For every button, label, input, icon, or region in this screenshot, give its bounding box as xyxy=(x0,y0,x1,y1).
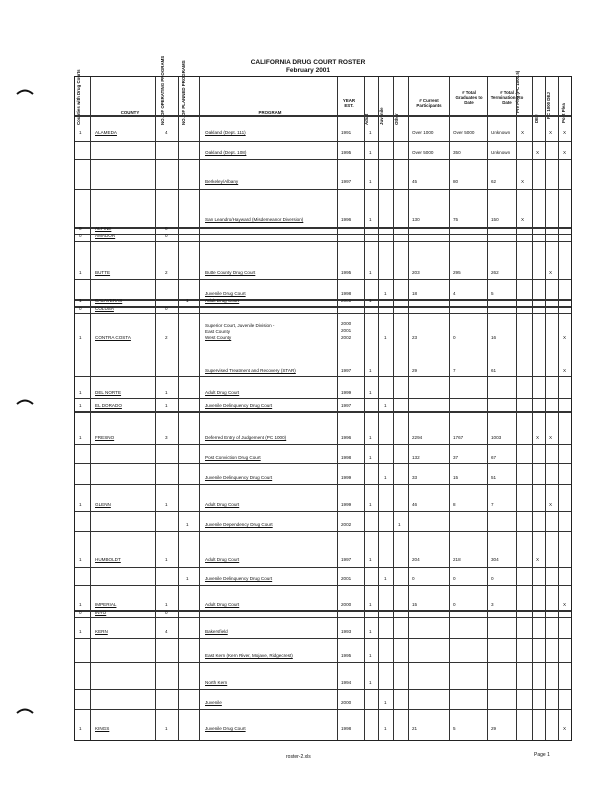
row-graduates: Over 5000 xyxy=(453,130,475,135)
row-county: HUMBOLDT xyxy=(95,557,121,562)
header-pc1000: PC 1000 DEJ xyxy=(546,92,551,119)
column-divider xyxy=(364,77,365,740)
row-operating: 0 xyxy=(165,306,168,311)
row-adult: 1 xyxy=(369,653,372,658)
row-terminations: 304 xyxy=(491,557,499,562)
row-adult: 1 xyxy=(369,179,372,184)
row-year: 2002 xyxy=(341,335,352,340)
row-program: Juvenile Delinquency Drug Court xyxy=(205,576,273,581)
row-graduates: 5 xyxy=(453,726,456,731)
header-county: COUNTY xyxy=(120,110,140,115)
row-divider xyxy=(75,484,571,485)
row-operating: 1 xyxy=(165,502,168,507)
row-flag: 0 xyxy=(79,233,82,238)
column-divider xyxy=(393,77,394,740)
row-adult: 1 xyxy=(369,629,372,634)
row-flag: 1 xyxy=(79,390,82,395)
column-divider xyxy=(558,77,559,740)
row-flag: 1 xyxy=(79,602,82,607)
row-current: 203 xyxy=(412,270,420,275)
row-county: INYO xyxy=(95,610,107,615)
row-adult: 1 xyxy=(369,130,372,135)
header-current: # Current Participants xyxy=(416,98,442,108)
header-dej: DEJ xyxy=(534,114,539,123)
row-pc1000: X xyxy=(549,502,553,507)
row-divider xyxy=(75,306,571,308)
row-divider xyxy=(75,689,571,690)
header-counties-with: Counties with Drug Courts xyxy=(76,69,81,125)
row-divider xyxy=(75,227,571,229)
row-terminations: 29 xyxy=(491,726,497,731)
row-flag: 0 xyxy=(79,226,82,231)
row-divider xyxy=(75,585,571,586)
row-year: 1994 xyxy=(341,680,352,685)
row-year: 1991 xyxy=(341,130,352,135)
row-year: 1997 xyxy=(341,557,352,562)
row-year: 1996 xyxy=(341,435,352,440)
row-county: EL DORADO xyxy=(95,403,122,408)
row-terminations: 61 xyxy=(491,368,497,373)
header-other: Other xyxy=(394,113,399,125)
row-year: 1998 xyxy=(341,455,352,460)
row-terminations: 62 xyxy=(491,179,497,184)
row-year: 1999 xyxy=(341,502,352,507)
row-adult: 1 xyxy=(369,298,372,303)
row-terminations: 51 xyxy=(491,475,497,480)
row-county: FRESNO xyxy=(95,435,115,440)
row-flag: 1 xyxy=(79,726,82,731)
row-adult: 1 xyxy=(369,557,372,562)
row-terminations: 67 xyxy=(491,455,497,460)
row-divider xyxy=(75,141,571,142)
row-program: Adult Drug Court xyxy=(205,557,240,562)
column-divider xyxy=(532,77,533,740)
row-program: Oakland (Dept. 108) xyxy=(205,150,247,155)
row-graduates: 4 xyxy=(453,291,456,296)
row-current: 130 xyxy=(412,217,420,222)
footer-filename: roster-2.xls xyxy=(286,754,311,760)
row-adult: 1 xyxy=(369,455,372,460)
row-current: 21 xyxy=(412,726,418,731)
row-operating: 0 xyxy=(165,233,168,238)
row-divider xyxy=(75,463,571,464)
row-juvenile: 1 xyxy=(384,403,387,408)
row-divider xyxy=(75,617,571,618)
hole-punch-mark xyxy=(16,88,34,95)
row-divider xyxy=(75,376,571,377)
header-terminations: # Total Terminations to Date xyxy=(490,90,524,105)
row-program: Adult Drug Court xyxy=(205,390,240,395)
column-divider xyxy=(199,77,200,740)
row-flag: 1 xyxy=(79,298,82,303)
column-divider xyxy=(408,77,409,740)
row-current: 2294 xyxy=(412,435,423,440)
row-planned: 1 xyxy=(186,298,189,303)
row-program: West County xyxy=(205,335,232,340)
row-terminations: 0 xyxy=(491,576,494,581)
row-current: 29 xyxy=(412,368,418,373)
row-year: 2001 xyxy=(341,576,352,581)
row-graduates: 1767 xyxy=(453,435,464,440)
row-terminations: 7 xyxy=(491,502,494,507)
row-post-plea: X xyxy=(563,602,567,607)
row-current: 33 xyxy=(412,475,418,480)
row-juvenile: 1 xyxy=(384,700,387,705)
row-post-plea: X xyxy=(563,130,567,135)
row-year: 1996 xyxy=(341,217,352,222)
row-operating: 1 xyxy=(165,557,168,562)
row-flag: 1 xyxy=(79,435,82,440)
row-adult: 1 xyxy=(369,270,372,275)
column-divider xyxy=(337,77,338,740)
row-county: IMPERIAL xyxy=(95,602,117,607)
row-program: Deferred Entry of Judgement (PC 1000) xyxy=(205,435,287,440)
row-flag: 1 xyxy=(79,557,82,562)
header-program: PROGRAM xyxy=(258,110,282,115)
row-program: Juvenile xyxy=(205,700,222,705)
row-divider xyxy=(75,531,571,532)
row-county: CONTRA COSTA xyxy=(95,335,131,340)
row-juvenile: 1 xyxy=(384,726,387,731)
row-divider xyxy=(75,299,571,301)
row-operating: 1 xyxy=(165,390,168,395)
row-adult: 1 xyxy=(369,602,372,607)
row-divider xyxy=(75,159,571,160)
row-post-plea: X xyxy=(563,150,567,155)
row-divider xyxy=(75,234,571,235)
row-county: DEL NORTE xyxy=(95,390,122,395)
row-program: Juvenile Delinquency Drug Court xyxy=(205,475,273,480)
row-graduates: 80 xyxy=(453,179,459,184)
column-divider xyxy=(516,77,517,740)
header-adult: Adult xyxy=(364,113,369,125)
row-current: 15 xyxy=(412,602,418,607)
header-pre-plea: Pre Plea (PC 1000.5) xyxy=(515,70,520,113)
row-graduates: 37 xyxy=(453,455,459,460)
row-dej: X xyxy=(536,150,540,155)
row-year-extra: 2001 xyxy=(341,328,352,333)
row-juvenile: 1 xyxy=(384,335,387,340)
row-graduates: 7 xyxy=(453,368,456,373)
row-year: 2002 xyxy=(341,522,352,527)
row-terminations: Unknown xyxy=(491,130,511,135)
row-divider xyxy=(75,444,571,445)
row-divider xyxy=(75,610,571,612)
row-current: 45 xyxy=(412,179,418,184)
row-other: 1 xyxy=(398,522,401,527)
row-county: KINGS xyxy=(95,726,110,731)
row-graduates: 8 xyxy=(453,502,456,507)
row-program: Post Conviction Drug Court xyxy=(205,455,261,460)
row-year: 1999 xyxy=(341,390,352,395)
row-post-plea: X xyxy=(563,726,567,731)
row-current: 46 xyxy=(412,502,418,507)
row-terminations: 5 xyxy=(491,291,494,296)
column-divider xyxy=(378,77,379,740)
row-program: Adult Drug Court xyxy=(205,298,240,303)
row-pre-plea: X xyxy=(521,179,525,184)
row-year: 2001 xyxy=(341,298,352,303)
row-graduates: 15 xyxy=(453,475,459,480)
row-operating: 0 xyxy=(165,226,168,231)
row-terminations: 1003 xyxy=(491,435,502,440)
row-adult: 1 xyxy=(369,368,372,373)
row-county: KERN xyxy=(95,629,108,634)
row-flag: 1 xyxy=(79,629,82,634)
row-county: COLUSA xyxy=(95,306,114,311)
row-divider xyxy=(75,411,571,413)
row-county: GLENN xyxy=(95,502,111,507)
row-divider xyxy=(75,638,571,639)
column-divider xyxy=(545,77,546,740)
row-adult: 1 xyxy=(369,680,372,685)
row-juvenile: 1 xyxy=(384,475,387,480)
row-program: Juvenile Dependency Drug Court xyxy=(205,522,273,527)
row-graduates: 295 xyxy=(453,270,461,275)
row-county: CALAVERAS xyxy=(95,298,123,303)
row-current: Over 1000 xyxy=(412,130,434,135)
row-year: 1995 xyxy=(341,150,352,155)
column-divider xyxy=(178,77,179,740)
column-divider xyxy=(90,77,91,740)
row-flag: 1 xyxy=(79,270,82,275)
row-operating: 2 xyxy=(165,335,168,340)
row-current: Over 5000 xyxy=(412,150,434,155)
row-terminations: 150 xyxy=(491,217,499,222)
header-divider xyxy=(75,115,571,117)
row-operating: 3 xyxy=(165,435,168,440)
row-operating: 4 xyxy=(165,130,168,135)
row-county: BUTTE xyxy=(95,270,111,275)
row-year: 1995 xyxy=(341,653,352,658)
row-flag: 1 xyxy=(79,403,82,408)
row-adult: 1 xyxy=(369,390,372,395)
header-juvenile: Juvenile xyxy=(379,107,384,125)
row-adult: 1 xyxy=(369,502,372,507)
row-divider xyxy=(75,313,571,314)
row-operating: 2 xyxy=(165,270,168,275)
hole-punch-mark xyxy=(16,398,34,405)
row-flag: 0 xyxy=(79,610,82,615)
row-terminations: 3 xyxy=(491,602,494,607)
row-divider xyxy=(75,398,571,399)
row-year-extra: 2000 xyxy=(341,321,352,326)
row-program: Berkeley/Albany xyxy=(205,179,239,184)
row-pre-plea: X xyxy=(521,217,525,222)
row-year: 1997 xyxy=(341,179,352,184)
row-program: Juvenile Delinquency Drug Court xyxy=(205,403,273,408)
row-year: 1997 xyxy=(341,368,352,373)
row-graduates: 0 xyxy=(453,335,456,340)
row-planned: 1 xyxy=(186,576,189,581)
row-divider xyxy=(75,662,571,663)
row-divider xyxy=(75,567,571,568)
row-current: 0 xyxy=(412,576,415,581)
row-adult: 1 xyxy=(369,435,372,440)
header-graduates: # Total Graduates to Date xyxy=(455,90,483,105)
row-year: 2000 xyxy=(341,700,352,705)
row-divider xyxy=(75,709,571,710)
row-flag: 0 xyxy=(79,306,82,311)
footer-page: Page 1 xyxy=(534,752,550,758)
row-pc1000: X xyxy=(549,435,553,440)
row-graduates: 0 xyxy=(453,602,456,607)
row-county: ALAMEDA xyxy=(95,130,117,135)
row-program: Adult Drug Court xyxy=(205,602,240,607)
row-county: ALPINE xyxy=(95,226,112,231)
row-dej: X xyxy=(536,435,540,440)
hole-punch-mark xyxy=(16,707,34,714)
row-terminations: 16 xyxy=(491,335,497,340)
row-terminations: 262 xyxy=(491,270,499,275)
row-program: North Kern xyxy=(205,680,228,685)
row-current: 18 xyxy=(412,291,418,296)
row-divider xyxy=(75,189,571,190)
row-county: AMADOR xyxy=(95,233,116,238)
row-operating: 1 xyxy=(165,602,168,607)
row-juvenile: 1 xyxy=(384,576,387,581)
row-juvenile: 1 xyxy=(384,291,387,296)
row-operating: 1 xyxy=(165,403,168,408)
column-divider xyxy=(155,77,156,740)
header-no-operating: NO. OF OPERATING PROGRAMS xyxy=(160,55,165,125)
row-current: 132 xyxy=(412,455,420,460)
row-program: Supervised Treatment and Recovery (STAR) xyxy=(205,368,296,373)
column-divider xyxy=(449,77,450,740)
document-subtitle: February 2001 xyxy=(285,67,331,74)
document-title: CALIFORNIA DRUG COURT ROSTER xyxy=(250,59,366,66)
row-year: 1998 xyxy=(341,726,352,731)
row-graduates: 218 xyxy=(453,557,461,562)
row-dej: X xyxy=(536,557,540,562)
row-current: 204 xyxy=(412,557,420,562)
row-program: Juvenile Drug Court xyxy=(205,291,246,296)
header-post-plea: Post Plea xyxy=(561,103,566,123)
row-year: 1999 xyxy=(341,475,352,480)
row-flag: 1 xyxy=(79,130,82,135)
row-adult: 1 xyxy=(369,217,372,222)
row-current: 23 xyxy=(412,335,418,340)
row-planned: 1 xyxy=(186,522,189,527)
row-divider xyxy=(75,511,571,512)
header-no-planned: NO. OF PLANNED PROGRAMS xyxy=(181,60,186,125)
header-year: YEAR EST. xyxy=(342,98,356,108)
row-divider xyxy=(75,279,571,280)
row-graduates: 350 xyxy=(453,150,461,155)
row-terminations: Unknown xyxy=(491,150,511,155)
row-program: Butte County Drug Court xyxy=(205,270,256,275)
row-graduates: 0 xyxy=(453,576,456,581)
row-year: 2000 xyxy=(341,602,352,607)
row-operating: 4 xyxy=(165,629,168,634)
row-program: Bakersfield xyxy=(205,629,228,634)
row-adult: 1 xyxy=(369,150,372,155)
row-operating: 1 xyxy=(165,726,168,731)
row-year: 1995 xyxy=(341,270,352,275)
row-post-plea: X xyxy=(563,368,567,373)
row-divider xyxy=(75,241,571,242)
row-pc1000: X xyxy=(549,130,553,135)
row-pc1000: X xyxy=(549,270,553,275)
row-graduates: 75 xyxy=(453,217,459,222)
row-program-extra: East County xyxy=(205,329,231,334)
column-divider xyxy=(487,77,488,740)
row-program: Adult Drug Court xyxy=(205,502,240,507)
row-program: San Leandro/Hayward (Misdemeanor Diversion) xyxy=(205,217,304,222)
row-flag: 1 xyxy=(79,502,82,507)
row-program: East Kern (Kern River, Mojave, Ridgecrest) xyxy=(205,653,293,658)
row-flag: 1 xyxy=(79,335,82,340)
row-post-plea: X xyxy=(563,335,567,340)
row-operating: 0 xyxy=(165,610,168,615)
row-program: Juvenile Drug Court xyxy=(205,726,246,731)
row-program-extra: Superior Court, Juvenile Division - xyxy=(205,323,275,328)
row-year: 1998 xyxy=(341,291,352,296)
row-program: Oakland (Dept. 111) xyxy=(205,130,246,135)
row-year: 1993 xyxy=(341,629,352,634)
row-pre-plea: X xyxy=(521,130,525,135)
row-year: 1997 xyxy=(341,403,352,408)
